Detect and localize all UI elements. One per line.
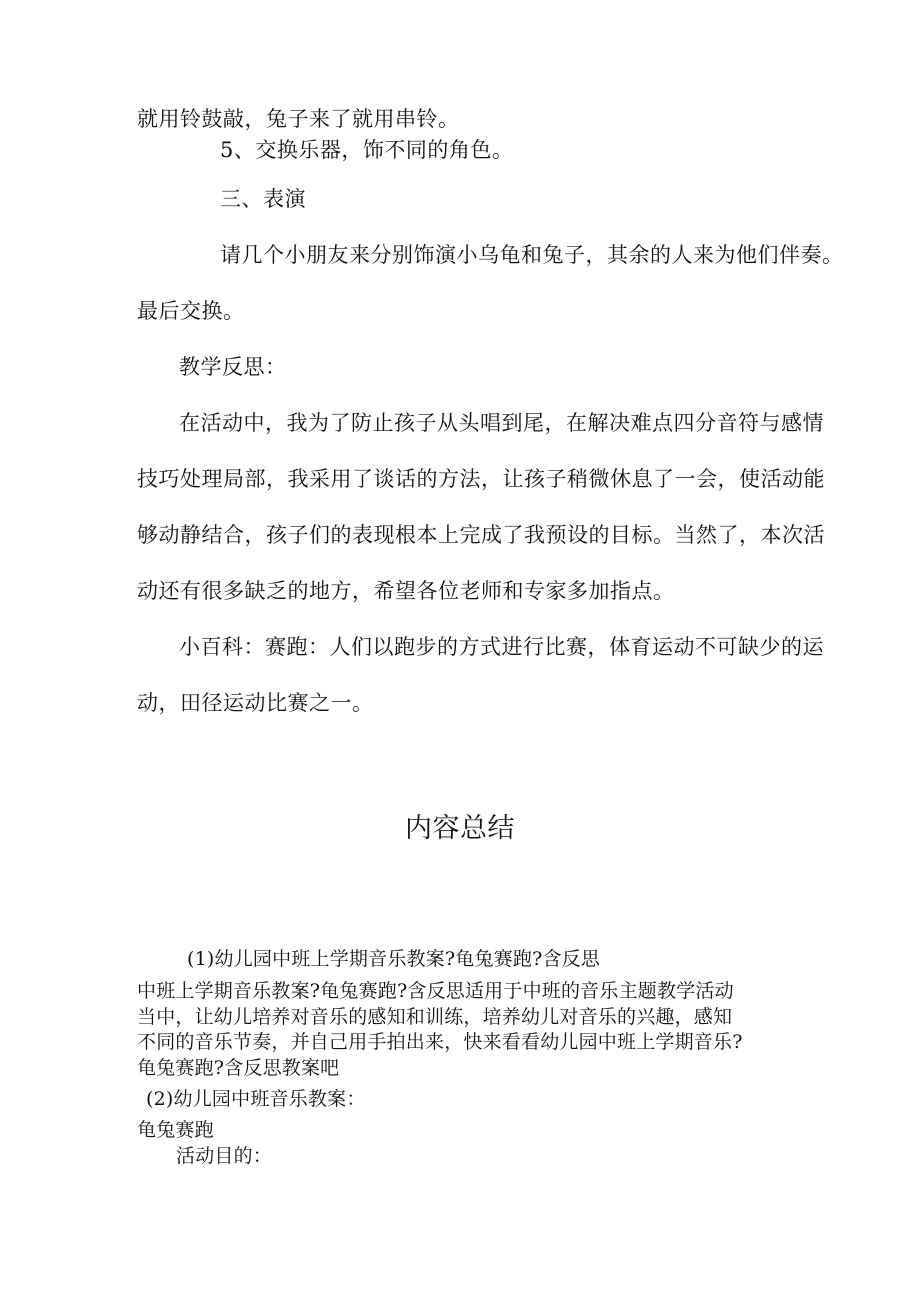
- section-heading-performance: 三、表演: [220, 187, 306, 211]
- encyclopedia-line-1: 小百科：赛跑：人们以跑步的方式进行比赛，体育运动不可缺少的运: [179, 635, 824, 659]
- summary-item-1-line-1: 中班上学期音乐教案?龟兔赛跑?含反思适用于中班的音乐主题教学活动: [137, 980, 734, 1002]
- reflection-line-4: 动还有很多缺乏的地方，希望各位老师和专家多加指点。: [137, 579, 675, 603]
- performance-paragraph-line-2: 最后交换。: [137, 299, 245, 323]
- summary-item-1-line-2: 当中，让幼儿培养对音乐的感知和训练，培养幼儿对音乐的兴趣，感知: [137, 1006, 733, 1028]
- summary-title: 内容总结: [405, 813, 515, 844]
- step-5-text: 5、交换乐器，饰不同的角色。: [220, 138, 514, 162]
- summary-item-1-line-3: 不同的音乐节奏，并自己用手拍出来，快来看看幼儿园中班上学期音乐?: [137, 1031, 743, 1053]
- summary-item-1-line-4: 龟兔赛跑?含反思教案吧: [137, 1057, 340, 1079]
- performance-paragraph-line-1: 请几个小朋友来分别饰演小乌龟和兔子，其余的人来为他们伴奏。: [220, 243, 844, 267]
- reflection-line-1: 在活动中，我为了防止孩子从头唱到尾，在解决难点四分音符与感情: [179, 411, 824, 435]
- summary-item-2-subheading: 活动目的：: [176, 1145, 273, 1167]
- continuation-text: 就用铃鼓敲，兔子来了就用串铃。: [137, 107, 460, 131]
- summary-item-2-title: (2)幼儿园中班音乐教案：: [146, 1088, 366, 1110]
- reflection-heading: 教学反思：: [179, 355, 287, 379]
- summary-item-1-title: (1)幼儿园中班上学期音乐教案?龟兔赛跑?含反思: [187, 948, 601, 970]
- reflection-line-2: 技巧处理局部，我采用了谈话的方法，让孩子稍微休息了一会，使活动能: [137, 467, 825, 491]
- summary-item-2-line: 龟兔赛跑: [137, 1119, 214, 1141]
- encyclopedia-line-2: 动，田径运动比赛之一。: [137, 691, 374, 715]
- reflection-line-3: 够动静结合，孩子们的表现根本上完成了我预设的目标。当然了，本次活: [137, 523, 825, 547]
